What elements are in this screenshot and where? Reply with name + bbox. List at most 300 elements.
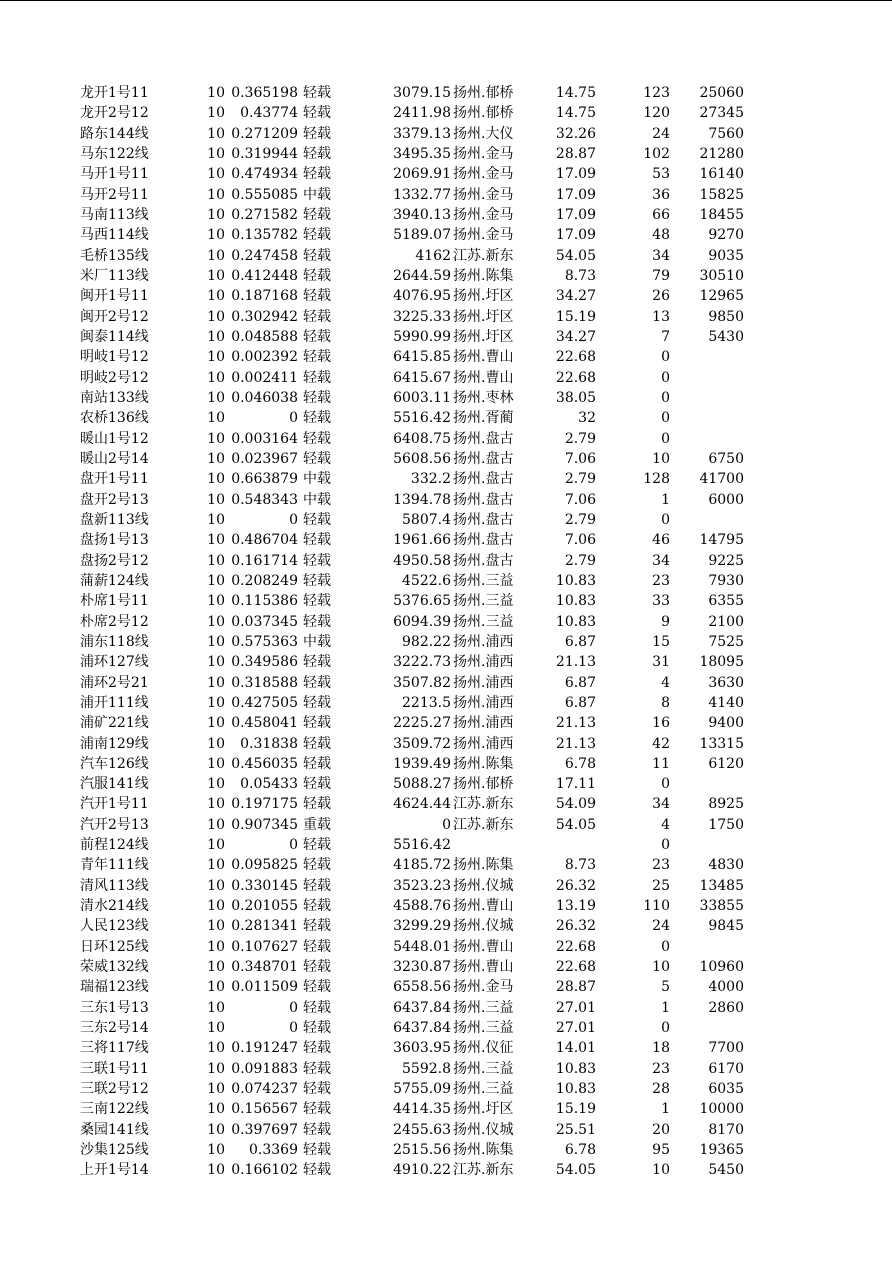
table-row: [80, 205, 780, 225]
substation-cell: 扬州.曹山: [453, 959, 514, 976]
load-status-cell: 轻载: [303, 267, 331, 284]
load-status-cell: 轻载: [303, 206, 331, 223]
capacity-cell: 1750: [708, 816, 744, 833]
load-ratio-cell: 0: [289, 999, 298, 1016]
voltage-cell: 10: [207, 1081, 225, 1098]
capacity-cell: 18095: [699, 654, 744, 671]
table-row: [80, 429, 780, 449]
voltage-cell: 10: [207, 979, 225, 996]
table-row: [80, 1099, 780, 1119]
voltage-cell: 10: [207, 105, 225, 122]
capacity-margin-cell: 3507.82: [393, 674, 451, 691]
count-cell: 1: [661, 999, 670, 1016]
voltage-cell: 10: [207, 877, 225, 894]
capacity-margin-cell: 5990.99: [393, 328, 451, 345]
length-cell: 17.09: [555, 206, 596, 223]
load-status-cell: 轻载: [303, 369, 331, 386]
capacity-cell: 10000: [699, 1101, 744, 1118]
load-ratio-cell: 0.271582: [231, 206, 298, 223]
voltage-cell: 10: [207, 918, 225, 935]
capacity-cell: 9850: [708, 308, 744, 325]
count-cell: 34: [652, 247, 670, 264]
load-status-cell: 轻载: [303, 552, 331, 569]
substation-cell: 扬州.盘古: [453, 450, 514, 467]
table-row: [80, 185, 780, 205]
substation-cell: 扬州.圩区: [453, 308, 514, 325]
count-cell: 10: [652, 450, 670, 467]
load-status-cell: 轻载: [303, 247, 331, 264]
load-status-cell: 轻载: [303, 1101, 331, 1118]
load-ratio-cell: 0.208249: [231, 572, 298, 589]
count-cell: 0: [661, 776, 670, 793]
line-name-cell: 盘新113线: [80, 511, 149, 528]
table-row: [80, 835, 780, 855]
length-cell: 8.73: [564, 857, 596, 874]
capacity-margin-cell: 6415.67: [393, 369, 451, 386]
capacity-margin-cell: 5088.27: [393, 776, 451, 793]
length-cell: 6.78: [564, 1142, 596, 1159]
load-ratio-cell: 0.397697: [231, 1121, 298, 1138]
capacity-margin-cell: 3379.13: [393, 125, 451, 142]
length-cell: 14.75: [555, 85, 596, 101]
table-row: [80, 937, 780, 957]
capacity-margin-cell: 5608.56: [393, 450, 451, 467]
count-cell: 0: [661, 410, 670, 427]
capacity-margin-cell: 3523.23: [393, 877, 451, 894]
capacity-margin-cell: 4185.72: [393, 857, 451, 874]
substation-cell: 扬州.陈集: [453, 755, 514, 772]
line-name-cell: 路东144线: [80, 125, 149, 142]
voltage-cell: 10: [207, 369, 225, 386]
capacity-margin-cell: 3603.95: [393, 1040, 451, 1057]
load-status-cell: 轻载: [303, 735, 331, 752]
capacity-cell: 25060: [699, 85, 744, 101]
substation-cell: 扬州.胥蔺: [453, 410, 514, 427]
substation-cell: 扬州.金马: [453, 979, 514, 996]
voltage-cell: 10: [207, 145, 225, 162]
load-ratio-cell: 0.348701: [231, 959, 298, 976]
count-cell: 10: [652, 959, 670, 976]
voltage-cell: 10: [207, 410, 225, 427]
substation-cell: 扬州.盘古: [453, 511, 514, 528]
capacity-margin-cell: 4414.35: [393, 1101, 451, 1118]
voltage-cell: 10: [207, 125, 225, 142]
load-ratio-cell: 0.365198: [231, 85, 298, 101]
voltage-cell: 10: [207, 613, 225, 630]
voltage-cell: 10: [207, 186, 225, 203]
capacity-margin-cell: 2644.59: [393, 267, 451, 284]
line-name-cell: 荣威132线: [80, 959, 149, 976]
count-cell: 79: [652, 267, 670, 284]
capacity-margin-cell: 2069.91: [393, 166, 451, 183]
substation-cell: 扬州.曹山: [453, 898, 514, 915]
count-cell: 123: [643, 85, 670, 101]
load-ratio-cell: 0.555085: [231, 186, 298, 203]
capacity-cell: 8170: [708, 1121, 744, 1138]
line-name-cell: 明岐1号12: [80, 349, 149, 366]
load-status-cell: 轻载: [303, 145, 331, 162]
load-ratio-cell: 0: [289, 1020, 298, 1037]
count-cell: 18: [652, 1040, 670, 1057]
load-status-cell: 中载: [303, 633, 331, 650]
voltage-cell: 10: [207, 837, 225, 854]
substation-cell: 扬州.圩区: [453, 1101, 514, 1118]
table-row: [80, 612, 780, 632]
table-row: [80, 103, 780, 123]
count-cell: 0: [661, 938, 670, 955]
line-name-cell: 盘开1号11: [80, 471, 149, 488]
voltage-cell: 10: [207, 267, 225, 284]
count-cell: 23: [652, 1060, 670, 1077]
count-cell: 128: [643, 471, 670, 488]
line-name-cell: 前程124线: [80, 837, 149, 854]
substation-cell: 扬州.浦西: [453, 715, 514, 732]
table-row: [80, 449, 780, 469]
length-cell: 22.68: [555, 959, 596, 976]
length-cell: 8.73: [564, 267, 596, 284]
voltage-cell: 10: [207, 694, 225, 711]
load-status-cell: 中载: [303, 471, 331, 488]
table-row: [80, 266, 780, 286]
substation-cell: 扬州.金马: [453, 186, 514, 203]
table-row: [80, 1140, 780, 1160]
load-status-cell: 轻载: [303, 288, 331, 305]
table-row: [80, 632, 780, 652]
load-status-cell: 轻载: [303, 227, 331, 244]
count-cell: 1: [661, 491, 670, 508]
substation-cell: 扬州.盘古: [453, 532, 514, 549]
capacity-margin-cell: 1394.78: [393, 491, 451, 508]
line-name-cell: 闽开2号12: [80, 308, 149, 325]
load-ratio-cell: 0.191247: [231, 1040, 298, 1057]
load-ratio-cell: 0.037345: [231, 613, 298, 630]
length-cell: 27.01: [555, 1020, 596, 1037]
table-row: [80, 977, 780, 997]
voltage-cell: 10: [207, 1142, 225, 1159]
count-cell: 23: [652, 572, 670, 589]
load-status-cell: 轻载: [303, 593, 331, 610]
voltage-cell: 10: [207, 511, 225, 528]
voltage-cell: 10: [207, 654, 225, 671]
capacity-margin-cell: 4162: [415, 247, 451, 264]
capacity-cell: 13315: [699, 735, 744, 752]
load-status-cell: 轻载: [303, 918, 331, 935]
capacity-margin-cell: 982.22: [402, 633, 451, 650]
capacity-margin-cell: 6408.75: [393, 430, 451, 447]
capacity-cell: 6170: [708, 1060, 744, 1077]
load-ratio-cell: 0.319944: [231, 145, 298, 162]
voltage-cell: 10: [207, 1162, 225, 1179]
length-cell: 22.68: [555, 349, 596, 366]
load-ratio-cell: 0.3369: [249, 1142, 298, 1159]
capacity-cell: 19365: [699, 1142, 744, 1159]
length-cell: 7.06: [564, 532, 596, 549]
capacity-cell: 9035: [708, 247, 744, 264]
load-status-cell: 轻载: [303, 511, 331, 528]
table-row: [80, 510, 780, 530]
substation-cell: 扬州.大仪: [453, 125, 514, 142]
capacity-cell: 14795: [699, 532, 744, 549]
voltage-cell: 10: [207, 857, 225, 874]
capacity-cell: 2100: [708, 613, 744, 630]
substation-cell: 扬州.浦西: [453, 674, 514, 691]
capacity-margin-cell: 6437.84: [393, 999, 451, 1016]
line-name-cell: 桑园141线: [80, 1121, 149, 1138]
load-ratio-cell: 0.907345: [231, 816, 298, 833]
line-name-cell: 朴席2号12: [80, 613, 149, 630]
voltage-cell: 10: [207, 715, 225, 732]
substation-cell: 扬州.圩区: [453, 328, 514, 345]
length-cell: 25.51: [555, 1121, 596, 1138]
capacity-margin-cell: 4950.58: [393, 552, 451, 569]
line-name-cell: 闽开1号11: [80, 288, 149, 305]
capacity-cell: 10960: [699, 959, 744, 976]
table-row: [80, 754, 780, 774]
line-name-cell: 汽开1号11: [80, 796, 149, 813]
length-cell: 17.11: [555, 776, 596, 793]
line-name-cell: 盘扬1号13: [80, 532, 149, 549]
length-cell: 10.83: [555, 613, 596, 630]
voltage-cell: 10: [207, 308, 225, 325]
load-ratio-cell: 0.575363: [231, 633, 298, 650]
capacity-cell: 6035: [708, 1081, 744, 1098]
load-status-cell: 轻载: [303, 430, 331, 447]
capacity-cell: 27345: [699, 105, 744, 122]
length-cell: 22.68: [555, 938, 596, 955]
table-row: [80, 388, 780, 408]
count-cell: 0: [661, 430, 670, 447]
line-name-cell: 沙集125线: [80, 1142, 149, 1159]
table-row: [80, 368, 780, 388]
voltage-cell: 10: [207, 572, 225, 589]
length-cell: 2.79: [564, 552, 596, 569]
load-status-cell: 轻载: [303, 125, 331, 142]
count-cell: 13: [652, 308, 670, 325]
line-name-cell: 汽服141线: [80, 776, 149, 793]
table-row: [80, 652, 780, 672]
capacity-cell: 7560: [708, 125, 744, 142]
count-cell: 0: [661, 389, 670, 406]
count-cell: 0: [661, 1020, 670, 1037]
load-ratio-cell: 0.074237: [231, 1081, 298, 1098]
count-cell: 5: [661, 979, 670, 996]
capacity-margin-cell: 2225.27: [393, 715, 451, 732]
load-ratio-cell: 0.31838: [240, 735, 298, 752]
length-cell: 28.87: [555, 145, 596, 162]
capacity-cell: 4830: [708, 857, 744, 874]
length-cell: 10.83: [555, 593, 596, 610]
count-cell: 0: [661, 511, 670, 528]
count-cell: 120: [643, 105, 670, 122]
substation-cell: 扬州.三益: [453, 999, 514, 1016]
capacity-margin-cell: 5592.8: [402, 1060, 451, 1077]
load-status-cell: 轻载: [303, 1060, 331, 1077]
count-cell: 28: [652, 1081, 670, 1098]
voltage-cell: 10: [207, 430, 225, 447]
table-row: [80, 734, 780, 754]
substation-cell: 扬州.曹山: [453, 938, 514, 955]
voltage-cell: 10: [207, 735, 225, 752]
count-cell: 48: [652, 227, 670, 244]
capacity-cell: 7930: [708, 572, 744, 589]
substation-cell: 扬州.三益: [453, 1060, 514, 1077]
capacity-margin-cell: 5807.4: [402, 511, 451, 528]
substation-cell: 江苏.新东: [453, 796, 514, 813]
capacity-margin-cell: 3299.29: [393, 918, 451, 935]
substation-cell: 扬州.枣林: [453, 389, 514, 406]
load-status-cell: 轻载: [303, 1162, 331, 1179]
count-cell: 25: [652, 877, 670, 894]
count-cell: 20: [652, 1121, 670, 1138]
capacity-cell: 30510: [699, 267, 744, 284]
capacity-margin-cell: 4076.95: [393, 288, 451, 305]
table-row: [80, 571, 780, 591]
capacity-margin-cell: 5755.09: [393, 1081, 451, 1098]
load-status-cell: 轻载: [303, 654, 331, 671]
capacity-margin-cell: 4624.44: [393, 796, 451, 813]
load-ratio-cell: 0.281341: [231, 918, 298, 935]
load-ratio-cell: 0.011509: [231, 979, 298, 996]
line-name-cell: 南站133线: [80, 389, 149, 406]
load-status-cell: 轻载: [303, 715, 331, 732]
table-row: [80, 408, 780, 428]
load-ratio-cell: 0: [289, 410, 298, 427]
load-ratio-cell: 0: [289, 511, 298, 528]
load-status-cell: 轻载: [303, 938, 331, 955]
load-status-cell: 轻载: [303, 389, 331, 406]
line-name-cell: 盘开2号13: [80, 491, 149, 508]
capacity-margin-cell: 5516.42: [393, 837, 451, 854]
load-ratio-cell: 0.161714: [231, 552, 298, 569]
capacity-margin-cell: 6094.39: [393, 613, 451, 630]
line-name-cell: 三东2号14: [80, 1020, 149, 1037]
count-cell: 31: [652, 654, 670, 671]
length-cell: 21.13: [555, 715, 596, 732]
load-ratio-cell: 0.456035: [231, 755, 298, 772]
load-ratio-cell: 0.115386: [231, 593, 298, 610]
length-cell: 6.87: [564, 694, 596, 711]
capacity-cell: 7525: [708, 633, 744, 650]
load-ratio-cell: 0.318588: [231, 674, 298, 691]
substation-cell: 扬州.郁桥: [453, 105, 514, 122]
load-ratio-cell: 0.486704: [231, 532, 298, 549]
length-cell: 22.68: [555, 369, 596, 386]
line-name-cell: 闽泰114线: [80, 328, 149, 345]
line-name-cell: 汽开2号13: [80, 816, 149, 833]
line-name-cell: 浦环127线: [80, 654, 149, 671]
load-status-cell: 轻载: [303, 1081, 331, 1098]
load-ratio-cell: 0.156567: [231, 1101, 298, 1118]
line-name-cell: 蒲薪124线: [80, 572, 149, 589]
count-cell: 4: [661, 674, 670, 691]
substation-cell: 扬州.浦西: [453, 694, 514, 711]
load-status-cell: 轻载: [303, 959, 331, 976]
capacity-cell: 16140: [699, 166, 744, 183]
load-status-cell: 轻载: [303, 837, 331, 854]
capacity-margin-cell: 2455.63: [393, 1121, 451, 1138]
table-row: [80, 1120, 780, 1140]
substation-cell: 扬州.三益: [453, 613, 514, 630]
voltage-cell: 10: [207, 898, 225, 915]
length-cell: 17.09: [555, 186, 596, 203]
capacity-margin-cell: 1961.66: [393, 532, 451, 549]
length-cell: 15.19: [555, 308, 596, 325]
load-ratio-cell: 0.095825: [231, 857, 298, 874]
count-cell: 0: [661, 349, 670, 366]
top-border-line: [0, 0, 892, 1]
load-status-cell: 中载: [303, 491, 331, 508]
capacity-cell: 3630: [708, 674, 744, 691]
load-ratio-cell: 0.187168: [231, 288, 298, 305]
line-name-cell: 浦矿221线: [80, 715, 149, 732]
load-status-cell: 轻载: [303, 85, 331, 101]
capacity-cell: 6000: [708, 491, 744, 508]
load-status-cell: 轻载: [303, 166, 331, 183]
capacity-margin-cell: 6415.85: [393, 349, 451, 366]
length-cell: 54.05: [555, 247, 596, 264]
load-status-cell: 轻载: [303, 410, 331, 427]
table-row: [80, 307, 780, 327]
capacity-cell: 9225: [708, 552, 744, 569]
length-cell: 54.05: [555, 1162, 596, 1179]
load-ratio-cell: 0.046038: [231, 389, 298, 406]
line-name-cell: 盘扬2号12: [80, 552, 149, 569]
capacity-margin-cell: 5376.65: [393, 593, 451, 610]
load-ratio-cell: 0.166102: [231, 1162, 298, 1179]
length-cell: 13.19: [555, 898, 596, 915]
capacity-margin-cell: 3495.35: [393, 145, 451, 162]
voltage-cell: 10: [207, 593, 225, 610]
count-cell: 16: [652, 715, 670, 732]
capacity-margin-cell: 5516.42: [393, 410, 451, 427]
table-row: [80, 1160, 780, 1180]
table-row: [80, 916, 780, 936]
capacity-margin-cell: 6003.11: [393, 389, 451, 406]
load-status-cell: 轻载: [303, 979, 331, 996]
table-row: [80, 774, 780, 794]
line-name-cell: 三将117线: [80, 1040, 149, 1057]
length-cell: 32: [578, 410, 596, 427]
capacity-cell: 5450: [708, 1162, 744, 1179]
load-status-cell: 轻载: [303, 1142, 331, 1159]
line-name-cell: 瑞福123线: [80, 979, 149, 996]
load-ratio-cell: 0.002411: [231, 369, 298, 386]
count-cell: 33: [652, 593, 670, 610]
count-cell: 24: [652, 918, 670, 935]
table-row: [80, 124, 780, 144]
load-status-cell: 重载: [303, 816, 331, 833]
count-cell: 4: [661, 816, 670, 833]
substation-cell: 扬州.金马: [453, 206, 514, 223]
capacity-margin-cell: 2515.56: [393, 1142, 451, 1159]
length-cell: 10.83: [555, 572, 596, 589]
capacity-cell: 6120: [708, 755, 744, 772]
substation-cell: 扬州.三益: [453, 1081, 514, 1098]
table-row: [80, 713, 780, 733]
length-cell: 17.09: [555, 166, 596, 183]
line-name-cell: 浦开111线: [80, 694, 149, 711]
voltage-cell: 10: [207, 532, 225, 549]
load-ratio-cell: 0.247458: [231, 247, 298, 264]
line-name-cell: 浦南129线: [80, 735, 149, 752]
line-name-cell: 马开1号11: [80, 166, 149, 183]
capacity-margin-cell: 3222.73: [393, 654, 451, 671]
length-cell: 15.19: [555, 1101, 596, 1118]
load-ratio-cell: 0.023967: [231, 450, 298, 467]
load-ratio-cell: 0.412448: [231, 267, 298, 284]
substation-cell: 扬州.圩区: [453, 288, 514, 305]
line-name-cell: 清水214线: [80, 898, 149, 915]
